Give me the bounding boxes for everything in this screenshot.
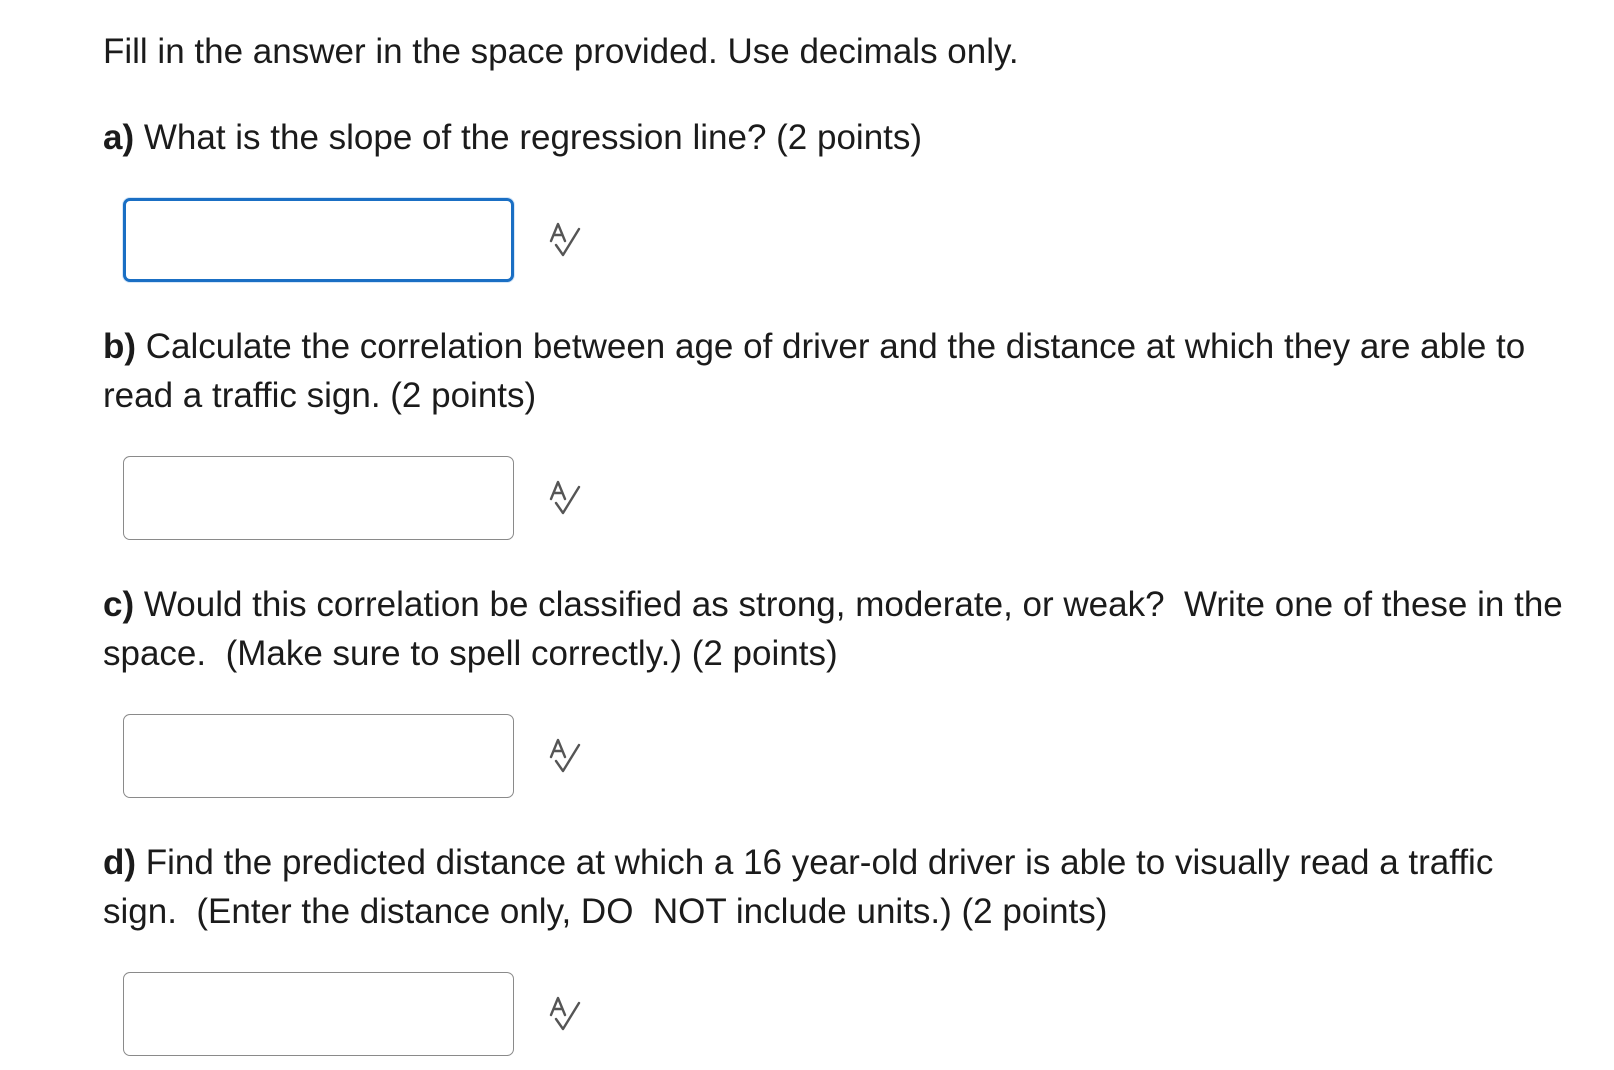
answer-input-d[interactable] <box>123 972 514 1056</box>
question-a-text: What is the slope of the regression line? (2 points) <box>143 118 923 157</box>
answer-row-d <box>123 972 584 1056</box>
spell-check-icon[interactable] <box>546 994 584 1034</box>
answer-row-c <box>123 714 584 798</box>
answer-input-c[interactable] <box>123 714 514 798</box>
question-c-text: Would this correlation be classified as strong, moderate, or weak? Write one of these in the space. (Make sure to spell correctly.) (2 points) <box>103 585 1573 673</box>
answer-input-b[interactable] <box>123 456 514 540</box>
instructions: Fill in the answer in the space provided. Use decimals only. <box>103 32 1019 71</box>
answer-row-a <box>123 198 584 282</box>
question-a-label: a) <box>103 118 135 157</box>
question-d-label: d) <box>103 843 137 882</box>
spell-check-icon[interactable] <box>546 736 584 776</box>
spell-check-icon[interactable] <box>546 478 584 518</box>
answer-input-a[interactable] <box>123 198 514 282</box>
question-d-text: Find the predicted distance at which a 16 year-old driver is able to visually read a traffic sign. (Enter the distance only, DO NOT include units.) (2 points) <box>103 843 1504 931</box>
question-b <box>103 322 1573 420</box>
question-b-text: Calculate the correlation between age of driver and the distance at which they are able to read a traffic sign. (2 points) <box>103 327 1535 415</box>
question-c-label: c) <box>103 585 135 624</box>
question-d <box>103 838 1573 936</box>
question-a <box>103 113 1573 162</box>
spell-check-icon[interactable] <box>546 220 584 260</box>
question-c <box>103 580 1573 678</box>
question-b-label: b) <box>103 327 137 366</box>
answer-row-b <box>123 456 584 540</box>
